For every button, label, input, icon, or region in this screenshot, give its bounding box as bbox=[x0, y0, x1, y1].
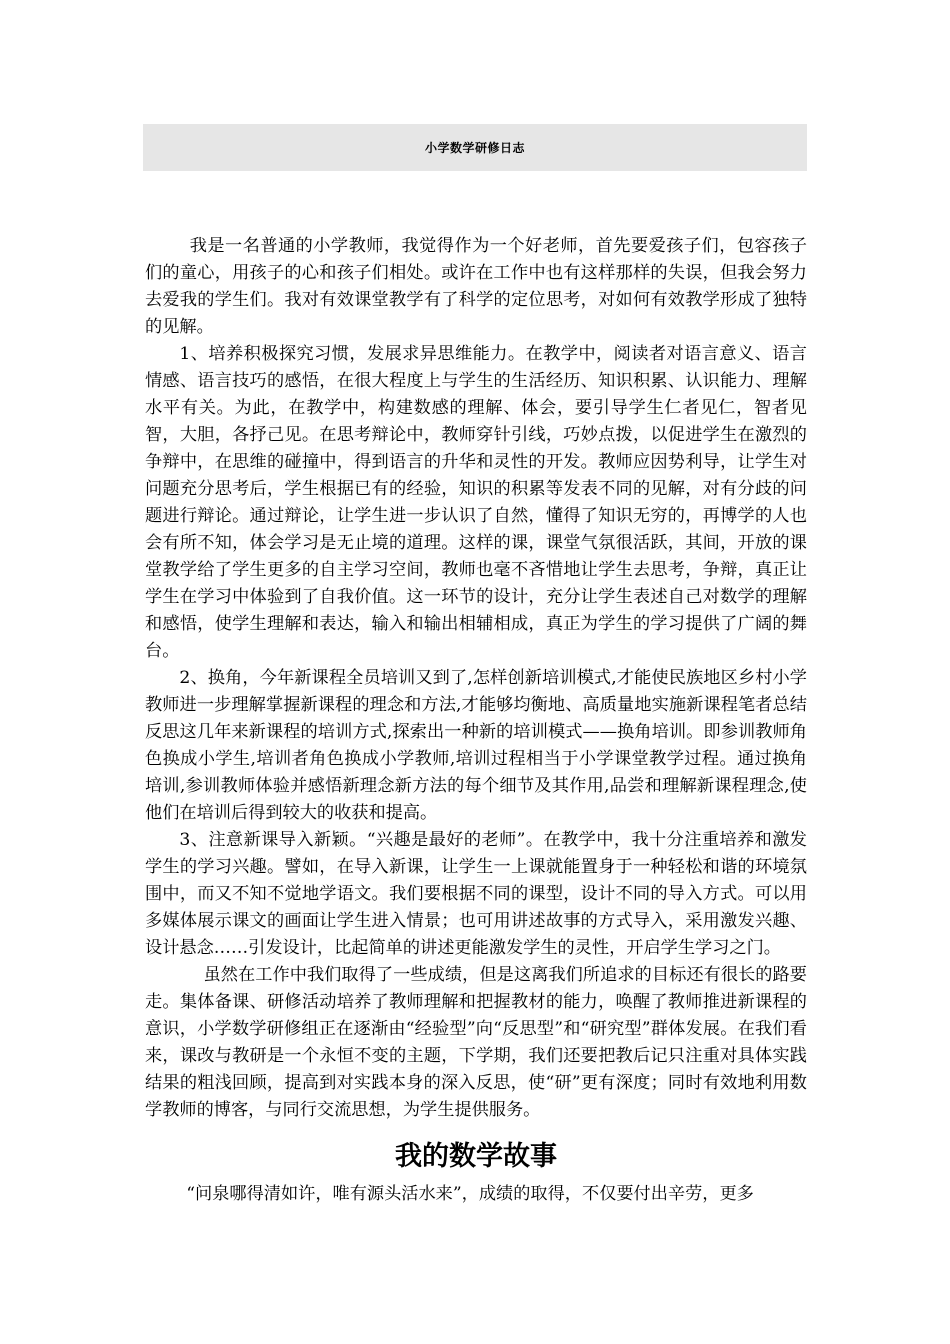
page-title: 小学数学研修日志 bbox=[424, 141, 525, 155]
document-body bbox=[145, 233, 807, 1124]
story-heading: 我的数学故事 bbox=[395, 1141, 557, 1172]
point-3-paragraph: 3、注意新课导入新颖。“兴趣是最好的老师”。在教学中，我十分注重培养和激发学生的学习兴趣。譬如，在导入新课，让学生一上课就能置身于一种轻松和谐的环境氛围中，而又不知不觉地学语文。我们要根据不同的课型，设计不同的导入方式。可以用多媒体展示课文的画面让学生进入情景；也可用讲述故事的方式导入，采用激发兴趣、设计悬念……引发设计，比起简单的讲述更能激发学生的灵性，开启学生学习之门。 bbox=[145, 830, 807, 958]
intro-paragraph: 我是一名普通的小学教师，我觉得作为一个好老师，首先要爱孩子们，包容孩子们的童心，用孩子的心和孩子们相处。或许在工作中也有这样那样的失误，但我会努力去爱我的学生们。我对有效课堂教学有了科学的定位思考，对如何有效教学形成了独特的见解。 bbox=[145, 236, 807, 337]
point-2-paragraph: 2、换角，今年新课程全员培训又到了,怎样创新培训模式,才能使民族地区乡村小学教师进一步理解掌握新课程的理念和方法,才能够均衡地、高质量地实施新课程笔者总结反思这几年来新课程的培训方式,探索出一种新的培训模式——换角培训。即参训教师角色换成小学生,培训者角色换成小学教师,培训过程相当于小学课堂教学过程。通过换角培训,参训教师体验并感悟新理念新方法的每个细节及其作用,品尝和理解新课程理念,使他们在培训后得到较大的收获和提高。 bbox=[145, 668, 807, 823]
point-1-paragraph: 1、培养积极探究习惯，发展求异思维能力。在教学中，阅读者对语言意义、语言情感、语言技巧的感悟，在很大程度上与学生的生活经历、知识积累、认识能力、理解水平有关。为此，在教学中，构建数感的理解、体会，要引导学生仁者见仁，智者见智，大胆，各抒己见。在思考辩论中，教师穿针引线，巧妙点拨，以促进学生在激烈的争辩中，在思维的碰撞中，得到语言的升华和灵性的开发。教师应因势利导，让学生对问题充分思考后，学生根据已有的经验，知识的积累等发表不同的见解，对有分歧的问题进行辩论。通过辩论，让学生进一步认识了自然，懂得了知识无穷的，再博学的人也会有所不知，体会学习是无止境的道理。这样的课，课堂气氛很活跃，其间，开放的课堂教学给了学生更多的自主学习空间，教师也毫不吝惜地让学生去思考，争辩，真正让学生在学习中体验到了自我价值。这一环节的设计，充分让学生表述自己对数学的理解和感悟，使学生理解和表达，输入和输出相辅相成，真正为学生的学习提供了广阔的舞台。 bbox=[145, 344, 807, 661]
story-first-line: “问泉哪得清如许，唯有源头活水来”，成绩的取得，不仅要付出辛劳，更多 bbox=[186, 1184, 754, 1204]
conclusion-paragraph: 虽然在工作中我们取得了一些成绩，但是这离我们所追求的目标还有很长的路要走。集体备课、研修活动培养了教师理解和把握教材的能力，唤醒了教师推进新课程的意识，小学数学研修组正在逐渐由“经验型”向“反思型”和“研究型”群体发展。在我们看来，课改与教研是一个永恒不变的主题，下学期，我们还要把教后记只注重对具体实践结果的粗浅回顾，提高到对实践本身的深入反思，使“研”更有深度；同时有效地利用数学教师的博客，与同行交流思想，为学生提供服务。 bbox=[145, 965, 807, 1120]
header-banner bbox=[143, 124, 807, 171]
story-body bbox=[145, 1181, 807, 1208]
